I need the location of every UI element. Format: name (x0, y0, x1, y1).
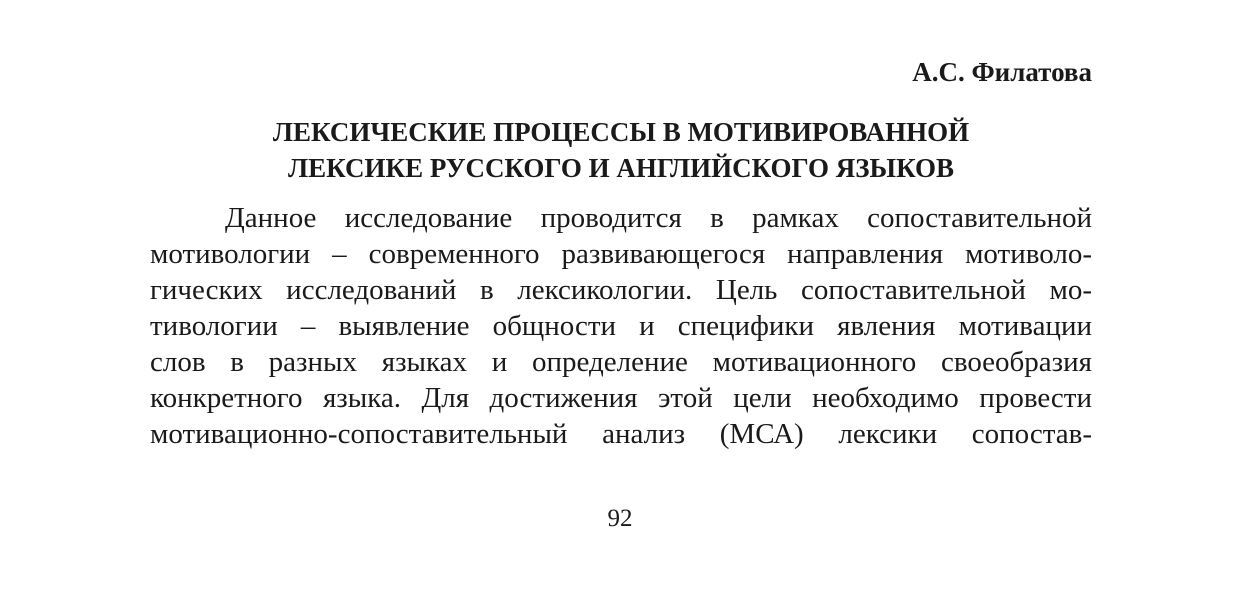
body-line: мотивологии – современного развивающегося направления мотиволо- (150, 238, 1092, 270)
body-line: мотивационно-сопоставительный анализ (МСА) лексики сопостав- (150, 418, 1092, 450)
body-line: гических исследований в лексикологии. Цель сопоставительной мо- (150, 274, 1092, 306)
title-line: ЛЕКСИКЕ РУССКОГО И АНГЛИЙСКОГО ЯЗЫКОВ (288, 153, 954, 183)
title-line: ЛЕКСИЧЕСКИЕ ПРОЦЕССЫ В МОТИВИРОВАННОЙ (272, 117, 970, 147)
article-title (150, 114, 1092, 186)
body-line: конкретного языка. Для достижения этой цели необходимо провести (150, 382, 1092, 414)
body-line: тивологии – выявление общности и специфики явления мотивации (150, 310, 1092, 342)
body-line: слов в разных языках и определение мотивационного своеобразия (150, 346, 1092, 378)
page-number: 92 (607, 505, 633, 532)
body-line: Данное исследование проводится в рамках сопоставительной (225, 202, 1092, 234)
article-body (150, 200, 1092, 452)
author-name: А.С. Филатова (912, 57, 1092, 87)
